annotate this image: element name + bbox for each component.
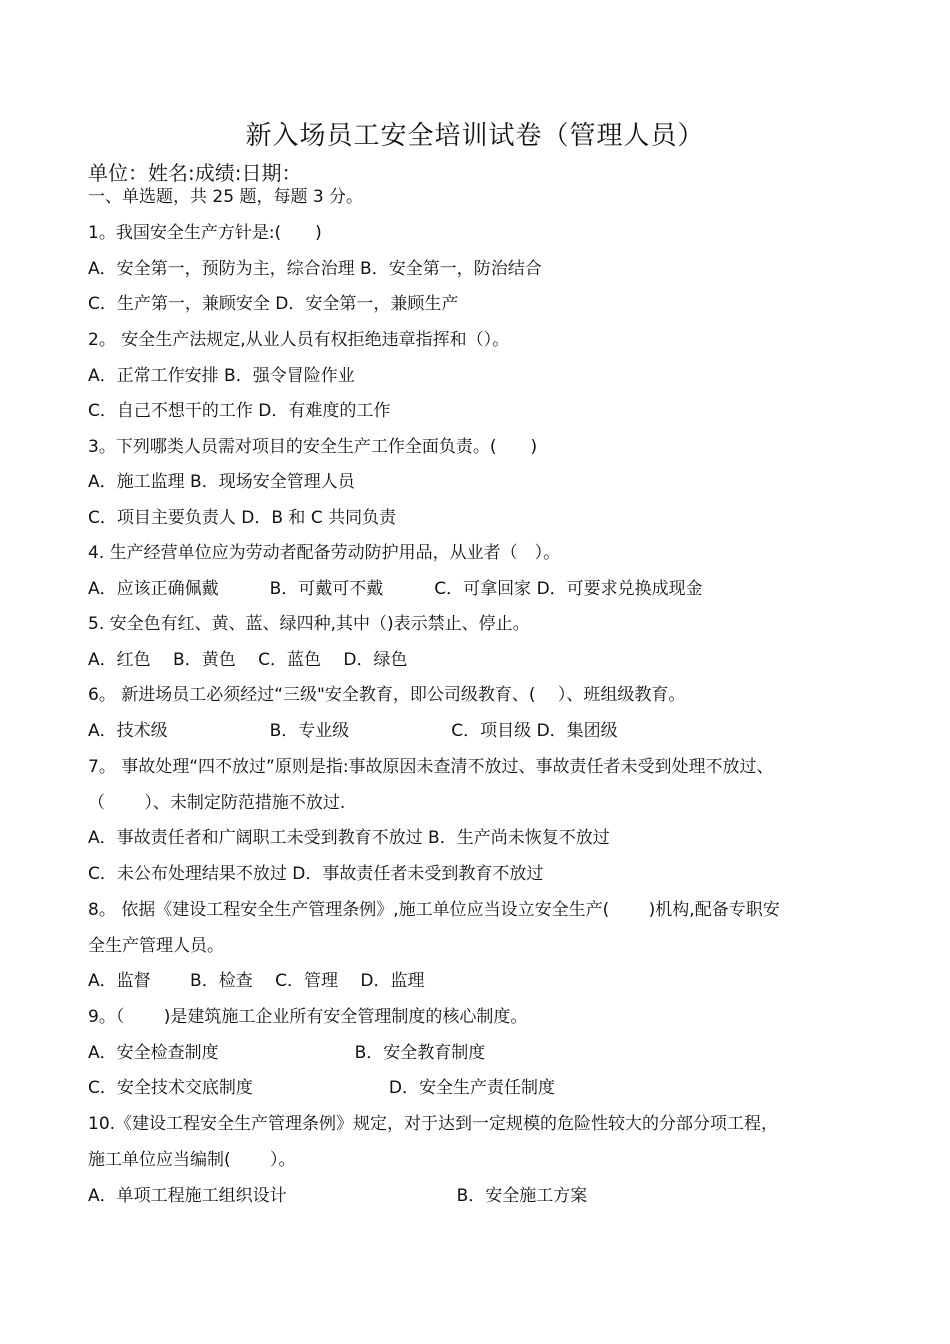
question-10: 10.《建设工程安全生产管理条例》规定，对于达到一定规模的危险性较大的分部分项工程， (88, 1114, 779, 1134)
question-2-options-cd: C．自己不想干的工作 D．有难度的工作 (88, 401, 391, 421)
question-7-options-cd: C．未公布处理结果不放过 D．事故责任者未受到教育不放过 (88, 864, 544, 884)
question-4: 4. 生产经营单位应为劳动者配备劳动防护用品，从业者（ ）。 (88, 543, 561, 563)
question-3-options-cd: C．项目主要负责人 D．B 和 C 共同负责 (88, 508, 397, 528)
question-7-continued: （ ）、未制定防范措施不放过. (88, 793, 346, 813)
question-3-options-ab: A．施工监理 B．现场安全管理人员 (88, 472, 355, 492)
question-8-options: A．监督 B．检查 C．管理 D．监理 (88, 971, 425, 991)
question-4-options: A．应该正确佩戴 B．可戴可不戴 C．可拿回家 D．可要求兑换成现金 (88, 579, 703, 599)
question-1-options-cd: C．生产第一，兼顾安全 D．安全第一，兼顾生产 (88, 294, 459, 314)
question-5: 5. 安全色有红、黄、蓝、绿四种,其中（)表示禁止、停止。 (88, 614, 530, 634)
question-2-options-ab: A．正常工作安排 B．强令冒险作业 (88, 366, 355, 386)
question-1: 1。我国安全生产方针是:( ) (88, 223, 322, 243)
question-7: 7。 事故处理“四不放过”原则是指:事故原因未查清不放过、事故责任者未受到处理不放过、 (88, 757, 774, 777)
question-1-options-ab: A．安全第一，预防为主，综合治理 B．安全第一，防治结合 (88, 259, 542, 279)
question-9: 9。（ )是建筑施工企业所有安全管理制度的核心制度。 (88, 1007, 528, 1027)
question-9-options-cd: C．安全技术交底制度 D．安全生产责任制度 (88, 1078, 555, 1098)
question-7-options-ab: A．事故责任者和广阔职工未受到教育不放过 B．生产尚未恢复不放过 (88, 828, 610, 848)
question-3: 3。下列哪类人员需对项目的安全生产工作全面负责。( ) (88, 437, 538, 457)
question-8: 8。 依据《建设工程安全生产管理条例》,施工单位应当设立安全生产( )机构,配备专职安 (88, 900, 780, 920)
question-2: 2。 安全生产法规定,从业人员有权拒绝违章指挥和（）。 (88, 330, 510, 350)
question-9-options-ab: A．安全检查制度 B．安全教育制度 (88, 1043, 486, 1063)
page-title: 新入场员工安全培训试卷（管理人员） (245, 121, 705, 151)
question-6: 6。 新进场员工必须经过“三级"安全教育，即公司级教育、( ）、班组级教育。 (88, 685, 686, 705)
section-heading: 一、单选题，共 25 题，每题 3 分。 (88, 187, 364, 207)
question-8-continued: 全生产管理人员。 (88, 936, 224, 956)
exam-header-fields: 单位：姓名:成绩:日期： (88, 161, 302, 185)
question-5-options: A．红色 B．黄色 C．蓝色 D．绿色 (88, 650, 408, 670)
question-10-continued: 施工单位应当编制( ）。 (88, 1150, 296, 1170)
question-6-options: A．技术级 B．专业级 C．项目级 D．集团级 (88, 721, 618, 741)
question-10-options-ab: A．单项工程施工组织设计 B．安全施工方案 (88, 1186, 588, 1206)
